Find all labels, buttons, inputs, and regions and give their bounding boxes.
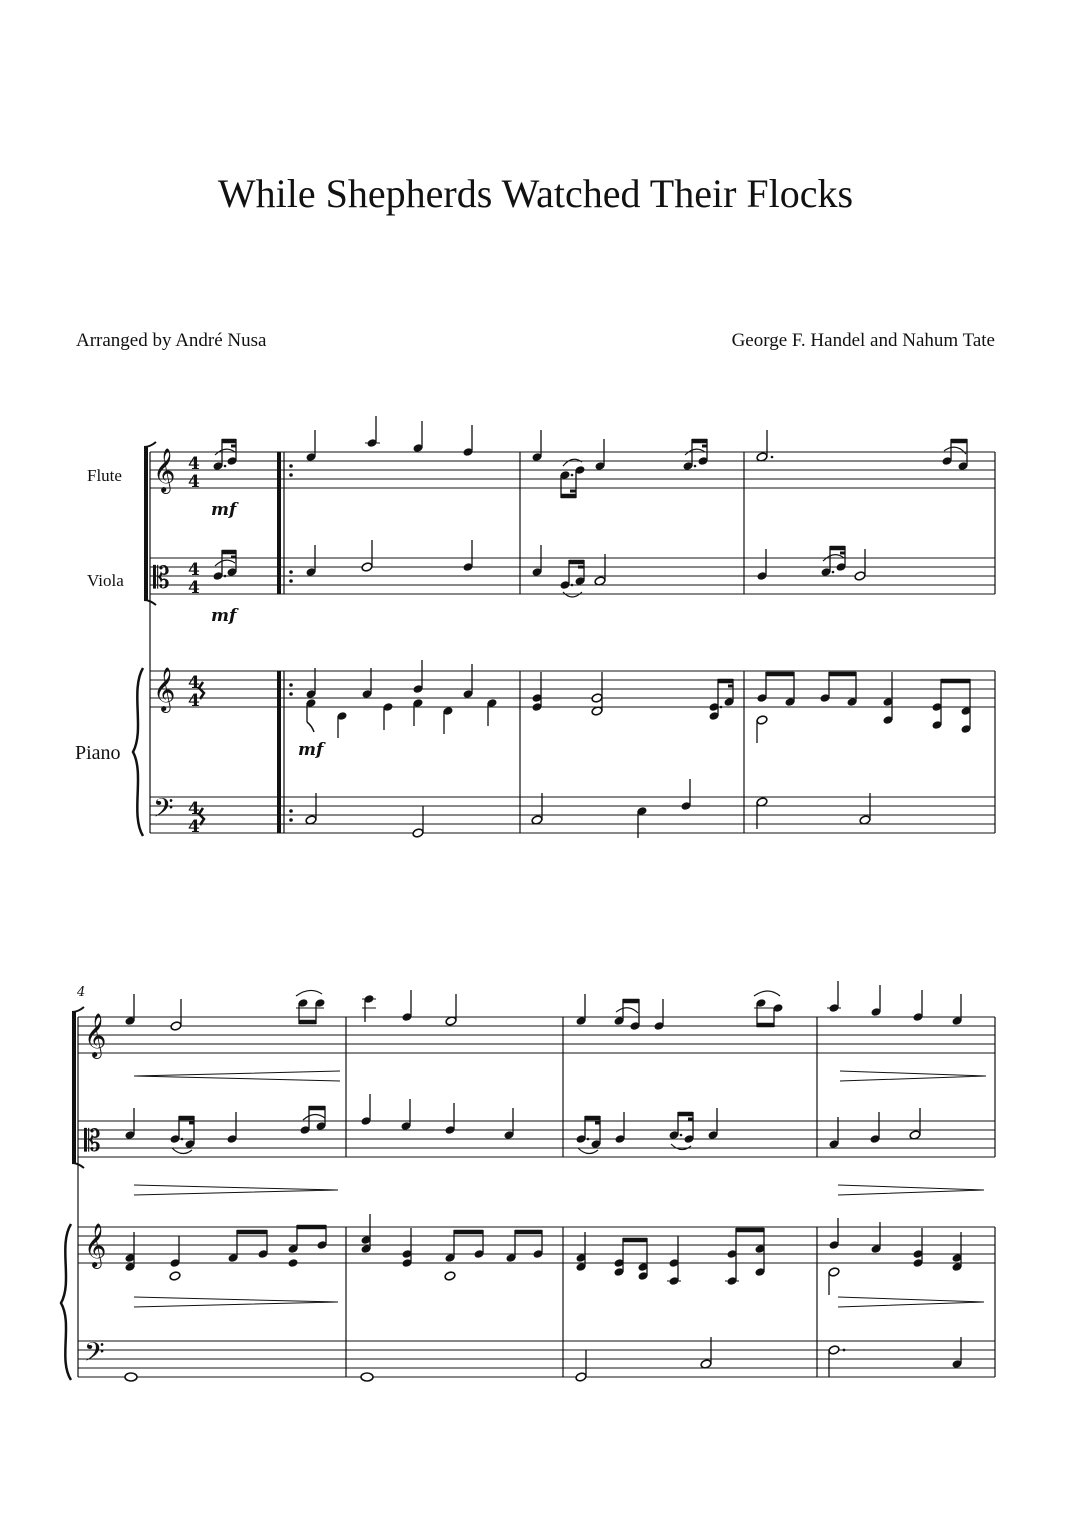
treble-clef-icon: 𝄞 xyxy=(84,1013,107,1057)
alto-clef-icon: 𝄡 xyxy=(153,561,170,596)
piano-lh-notes-2 xyxy=(125,1337,963,1382)
flute-staff-1 xyxy=(150,452,995,488)
arranger-credit: Arranged by André Nusa xyxy=(76,330,267,351)
time-sig-bottom: 4 xyxy=(188,691,200,711)
page-title: While Shepherds Watched Their Flocks xyxy=(217,171,854,216)
whole-note xyxy=(361,1373,373,1381)
system-1 xyxy=(133,416,995,838)
dynamic-mf: mf xyxy=(211,606,237,626)
piano-bass-staff-2 xyxy=(78,1341,995,1377)
decrescendo-hairpin xyxy=(838,1185,984,1195)
treble-clef-icon: 𝄞 xyxy=(153,448,176,492)
treble-clef-icon: 𝄞 xyxy=(84,1223,107,1267)
time-signature xyxy=(188,454,200,837)
crescendo-hairpin xyxy=(134,1185,338,1195)
treble-clef-icon: 𝄞 xyxy=(153,667,176,711)
crescendo-hairpin xyxy=(134,1297,338,1307)
bass-clef-icon: 𝄢 xyxy=(153,792,174,830)
piano-brace xyxy=(133,668,143,836)
flute-label: Flute xyxy=(87,466,122,485)
decrescendo-hairpin xyxy=(838,1297,984,1307)
piano-treble-staff-1 xyxy=(150,671,995,707)
piano-rh-notes-1 xyxy=(199,660,972,743)
viola-staff-2 xyxy=(78,1121,995,1157)
dynamic-mf: mf xyxy=(211,500,237,520)
measure-number: 4 xyxy=(77,985,86,1000)
viola-notes-1 xyxy=(212,540,865,597)
piano-brace xyxy=(61,1224,71,1380)
viola-label: Viola xyxy=(87,571,124,590)
repeat-start-barline xyxy=(279,452,293,833)
piano-bass-staff-1 xyxy=(150,797,995,833)
flute-staff-2 xyxy=(78,1017,995,1053)
time-sig-bottom: 4 xyxy=(188,578,200,598)
decrescendo-hairpin xyxy=(840,1071,986,1081)
flute-notes-1 xyxy=(212,416,968,498)
whole-note xyxy=(125,1373,137,1381)
bass-clef-icon: 𝄢 xyxy=(84,1336,105,1374)
time-sig-bottom: 4 xyxy=(188,817,200,837)
viola-notes-2 xyxy=(124,1094,920,1154)
flute-notes-2 xyxy=(124,981,962,1031)
time-sig-bottom: 4 xyxy=(188,472,200,492)
time-sig-top: 4 xyxy=(188,673,200,693)
decrescendo-hairpin xyxy=(134,1071,340,1081)
time-sig-top: 4 xyxy=(188,799,200,819)
time-sig-top: 4 xyxy=(188,560,200,580)
piano-label: Piano xyxy=(75,742,121,764)
alto-clef-icon: 𝄡 xyxy=(84,1124,101,1159)
composer-credit: George F. Handel and Nahum Tate xyxy=(731,330,995,351)
piano-lh-notes-1 xyxy=(199,779,871,838)
time-sig-top: 4 xyxy=(188,454,200,474)
dynamic-mf: mf xyxy=(298,740,324,760)
system-2 xyxy=(61,981,995,1382)
